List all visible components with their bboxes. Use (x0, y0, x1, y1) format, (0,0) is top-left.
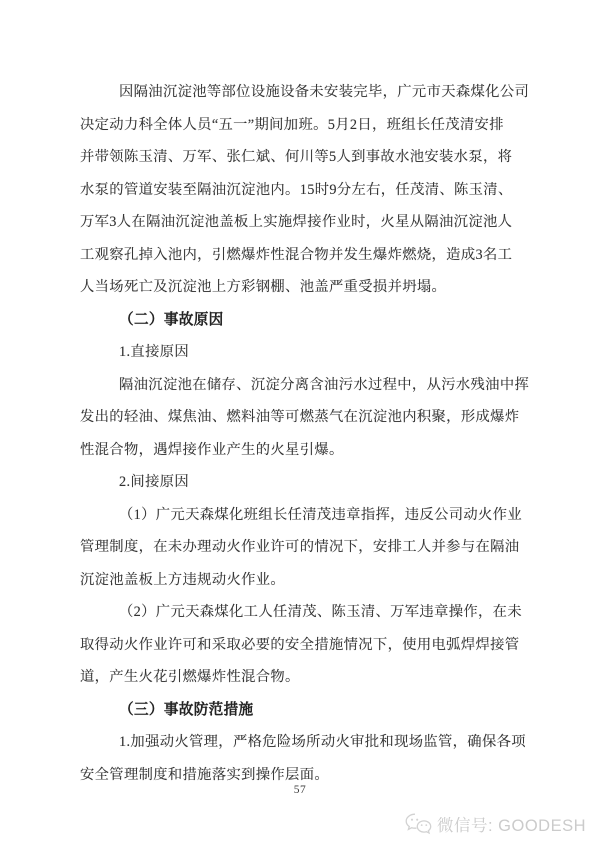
page-number: 57 (293, 784, 307, 796)
text-line: 因隔油沉淀池等部位设施设备未安装完毕，广元市天森煤化公司 (119, 84, 530, 100)
text-line: 1.直接原因 (119, 344, 190, 360)
wechat-watermark (405, 812, 586, 836)
section-heading: （三）事故防范措施 (119, 701, 254, 718)
text-line: 性混合物，遇焊接作业产生的火星引爆。 (80, 441, 344, 458)
text-line: 工观察孔掉入池内，引燃爆炸性混合物并发生爆炸燃烧，造成3名工 (80, 246, 513, 263)
text-line: （1）广元天森煤化班组长任清茂违章指挥，违反公司动火作业 (119, 506, 522, 523)
text-line: 安全管理制度和措施落实到操作层面。 (80, 766, 329, 783)
text-line: 万军3人在隔油沉淀池盖板上实施焊接作业时，火星从隔油沉淀池人 (80, 214, 513, 230)
wechat-id-label: 微信号: GOODESH (436, 817, 586, 835)
text-block (80, 76, 530, 791)
text-line: 1.加强动火管理，严格危险场所动火审批和现场监管，确保各项 (119, 734, 526, 750)
text-line: （2）广元天森煤化工人任清茂、陈玉清、万军违章操作，在未 (119, 604, 522, 620)
text-line: 发出的轻油、煤焦油、燃料油等可燃蒸气在沉淀池内积聚，形成爆炸 (80, 409, 520, 425)
text-line: 管理制度，在未办理动火作业许可的情况下，安排工人并参与在隔油 (80, 539, 520, 555)
wechat-icon (405, 813, 432, 835)
section-heading: （二）事故原因 (119, 311, 224, 328)
text-line: 隔油沉淀池在储存、沉淀分离含油污水过程中，从污水残油中挥 (119, 376, 530, 393)
text-line: 取得动火作业许可和采取必要的安全措施情况下，使用电弧焊焊接管 (80, 636, 520, 653)
text-line: 沉淀池盖板上方违规动火作业。 (80, 571, 286, 588)
text-line: 并带领陈玉清、万军、张仁斌、何川等5人到事故水池安装水泵，将 (80, 149, 513, 165)
text-line: 2.间接原因 (119, 474, 190, 490)
text-line: 道，产生火花引燃爆炸性混合物。 (80, 669, 300, 685)
text-line: 水泵的管道安装至隔油沉淀池内。15时9分左右，任茂清、陈玉清、 (80, 181, 513, 198)
text-line: 人当场死亡及沉淀池上方彩钢棚、池盖严重受损并坍塌。 (80, 279, 447, 295)
text-line: 决定动力科全体人员“五一”期间加班。5月2日，班组长任茂清安排 (80, 116, 504, 133)
